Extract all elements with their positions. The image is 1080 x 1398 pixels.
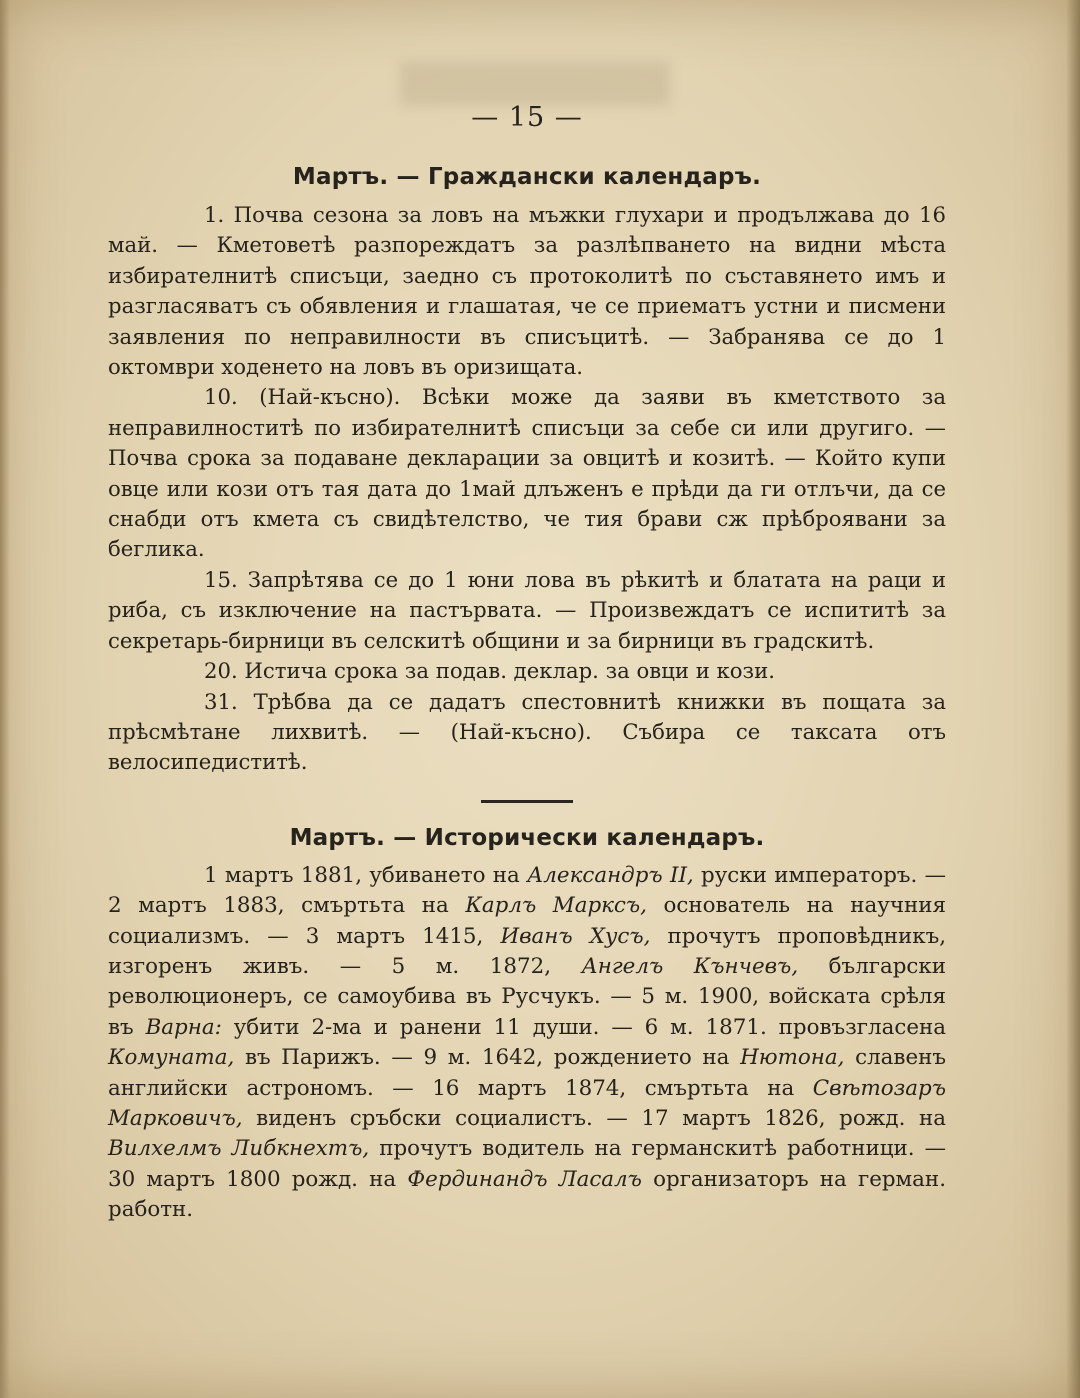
history-segment: славенъ английски астрономъ. — 16 мартъ 1874, смъртьта на [108, 1045, 946, 1101]
history-name-italic: Варна: [145, 1014, 222, 1040]
history-segment: прочутъ водитель на германскитѣ работници. — 30 мартъ 1800 рожд. на [108, 1136, 946, 1192]
history-segment: въ Парижъ. — 9 м. 1642, рождението на [234, 1045, 741, 1071]
historical-calendar-heading: Мартъ. — Исторически календаръ. [289, 824, 765, 851]
history-name-italic: Вилхелмъ Либкнехтъ, [108, 1136, 370, 1162]
page-left-edge-shadow [0, 0, 10, 1398]
history-name-italic: Иванъ Хусъ, [500, 923, 651, 949]
history-segment: виденъ сръбски социалистъ. — 17 мартъ 1826, рожд. на [242, 1105, 946, 1131]
historical-calendar-text [108, 861, 946, 1226]
history-segment: организаторъ на герман. работн. [108, 1166, 946, 1223]
civil-calendar-heading: Мартъ. — Граждански календаръ. [292, 164, 762, 190]
section-divider [481, 800, 573, 803]
history-segment: прочутъ проповѣдникъ, изгоренъ живъ. — 5 м. 1872, [108, 923, 947, 979]
history-name-italic: Фердинандъ Ласалъ [407, 1166, 642, 1192]
page-number: — 15 — [471, 102, 583, 133]
history-name-italic: Комуната, [108, 1045, 235, 1071]
history-name-italic: Ангелъ Кънчевъ, [581, 953, 799, 979]
civil-entry-day-15: 15. Запрѣтява се до 1 юни лова въ рѣкитѣ и блатата на раци и риба, съ изключение на пастървата. — Произвеждатъ се испититѣ за секретарь-бирници въ селскитѣ общини и за бирници въ градскитѣ. [108, 566, 946, 653]
history-segment: български революционеръ, се самоубива въ Русчукъ. — 5 м. 1900, войската срѣля въ [108, 953, 947, 1040]
civil-entry-day-1: 1. Почва сезона за ловъ на мъжки глухари и продължава до 16 май. — Кметоветѣ разпореждатъ за разлѣпването на видни мѣста избирателнитѣ списъци, заедно съ протоколитѣ по съставянето имъ и разгласяватъ съ обявления и глашатая, че се приематъ устни и писмени заявления по неправилности въ списъцитѣ. — Забранява се до 1 октомври ходенето на ловъ въ оризищата. [108, 202, 946, 380]
civil-entry-day-31: 31. Трѣбва да се дадатъ спестовнитѣ книжки въ пощата за прѣсмѣтане лихвитѣ. — (Най-късно). Събира се таксата отъ велосипедиститѣ. [108, 688, 946, 775]
civil-entry-day-20: 20. Истича срока за подав. деклар. за овци и кози. [204, 658, 775, 684]
history-name-italic: Карлъ Марксъ, [465, 893, 647, 919]
page-right-edge-shadow [1066, 0, 1080, 1398]
history-segment: убити 2-ма и ранени 11 души. — 6 м. 1871. провъзгласена [221, 1014, 947, 1040]
civil-entry-day-10: 10. (Най-късно). Всѣки може да заяви въ кметството за неправилноститѣ по избирателнитѣ списъци за себе си или другиго. — Почва срока за подаване декларации за овцитѣ и козитѣ. — Който купи овце или кози отъ тая дата до 1май длъженъ е прѣди да ги отлъчи, да се снабди отъ кмета съ свидѣтелство, че тия брави сж прѣброявани за беглика. [108, 384, 946, 562]
history-name-italic: Свѣтозаръ Марковичъ, [108, 1075, 946, 1131]
history-name-italic: Нютона, [740, 1045, 845, 1071]
history-name-italic: Александръ II, [527, 862, 694, 888]
history-segment: 1 мартъ 1881, убиването на [204, 862, 528, 888]
history-segment: основатель на научния социализмъ. — 3 мартъ 1415, [108, 893, 947, 949]
history-segment: руски императоръ. — 2 мартъ 1883, смъртьта на [108, 862, 947, 919]
text-block [108, 96, 946, 1226]
